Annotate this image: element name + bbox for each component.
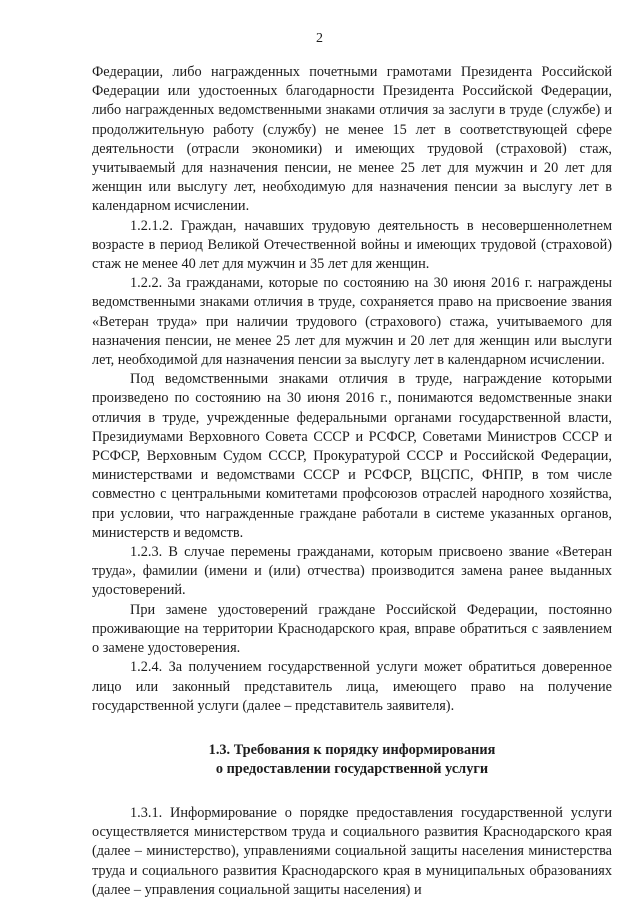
paragraph-departmental-insignia: Под ведомственными знаками отличия в труде, награждение которыми произведено по состоянию на 30 июня 2016 г., понимаются ведомственные знаки отличия в труде, учрежденные федеральными органами государственной власти, Президиумами Верховного Совета СССР и РСФСР, Советами Министров СССР и РСФСР, Верховным Судом СССР, Прокуратурой СССР и Российской Федерации, министерствами и ведомствами СССР и РСФСР, ВЦСПС, ФНПР, в том числе совместно с центральными комитетами профсоюзов отраслей народного хозяйства, при условии, что награжденные граждане работали в системе указанных органов, министерств и ведомств. (92, 371, 612, 541)
paragraph-1-2-4: 1.2.4. За получением государственной услуги может обратиться доверенное лицо или законный представитель лица, имеющего право на получение государственной услуги (далее – представитель заявителя). (92, 659, 612, 714)
page-number: 2 (316, 31, 323, 46)
document-body (92, 63, 612, 900)
paragraph-1-2-1-2: 1.2.1.2. Граждан, начавших трудовую деятельность в несовершеннолетнем возрасте в период Великой Отечественной войны и имеющих трудовой (страховой) стаж не менее 40 лет для мужчин и 35 лет для женщин. (92, 217, 612, 273)
section-heading (92, 741, 612, 780)
paragraph-1-2-2: 1.2.2. За гражданами, которые по состоянию на 30 июня 2016 г. награждены ведомственными знаками отличия в труде, сохраняется право на присвоение звания «Ветеран труда» при наличии трудового (страхового) стажа, учитываемого для назначения пенсии, не менее 25 лет для мужчин и 20 лет для женщин или выслуги лет, необходимой для назначения пенсии за выслугу лет в календарном исчислении. (92, 275, 612, 369)
section-heading-line-2: о предоставлении государственной услуги (215, 761, 489, 778)
section-heading-line-1: 1.3. Требования к порядку информирования (208, 741, 496, 758)
paragraph-continuation: Федерации, либо награжденных почетными грамотами Президента Российской Федерации или удостоенных благодарности Президента Российской Федерации, либо награжденных ведомственными знаками отличия за заслуги в труде (службе) и продолжительную работу (службу) не менее 15 лет в соответствующей сфере деятельности (отрасли экономики) и имеющих трудовой (страховой) стаж, учитываемый для назначения пенсии, не менее 25 лет для мужчин и 20 лет для женщин или выслугу лет, необходимую для назначения пенсии за выслугу лет в календарном исчислении. (92, 64, 612, 215)
paragraph-1-2-3: 1.2.3. В случае перемены гражданами, которым присвоено звание «Ветеран труда», фамилии (имени и (или) отчества) производится замена ранее выданных удостоверений. (92, 544, 612, 599)
paragraph-certificate-replacement: При замене удостоверений граждане Российской Федерации, постоянно проживающие на территории Краснодарского края, вправе обратиться с заявлением о замене удостоверения. (92, 601, 612, 657)
paragraph-1-3-1: 1.3.1. Информирование о порядке предоставления государственной услуги осуществляется министерством труда и социального развития Краснодарского края (далее – министерство), управлениями социальной защиты населения министерства труда и социального развития Краснодарского края в муниципальных образованиях (далее – управления социальной защиты населения) и (92, 804, 612, 898)
